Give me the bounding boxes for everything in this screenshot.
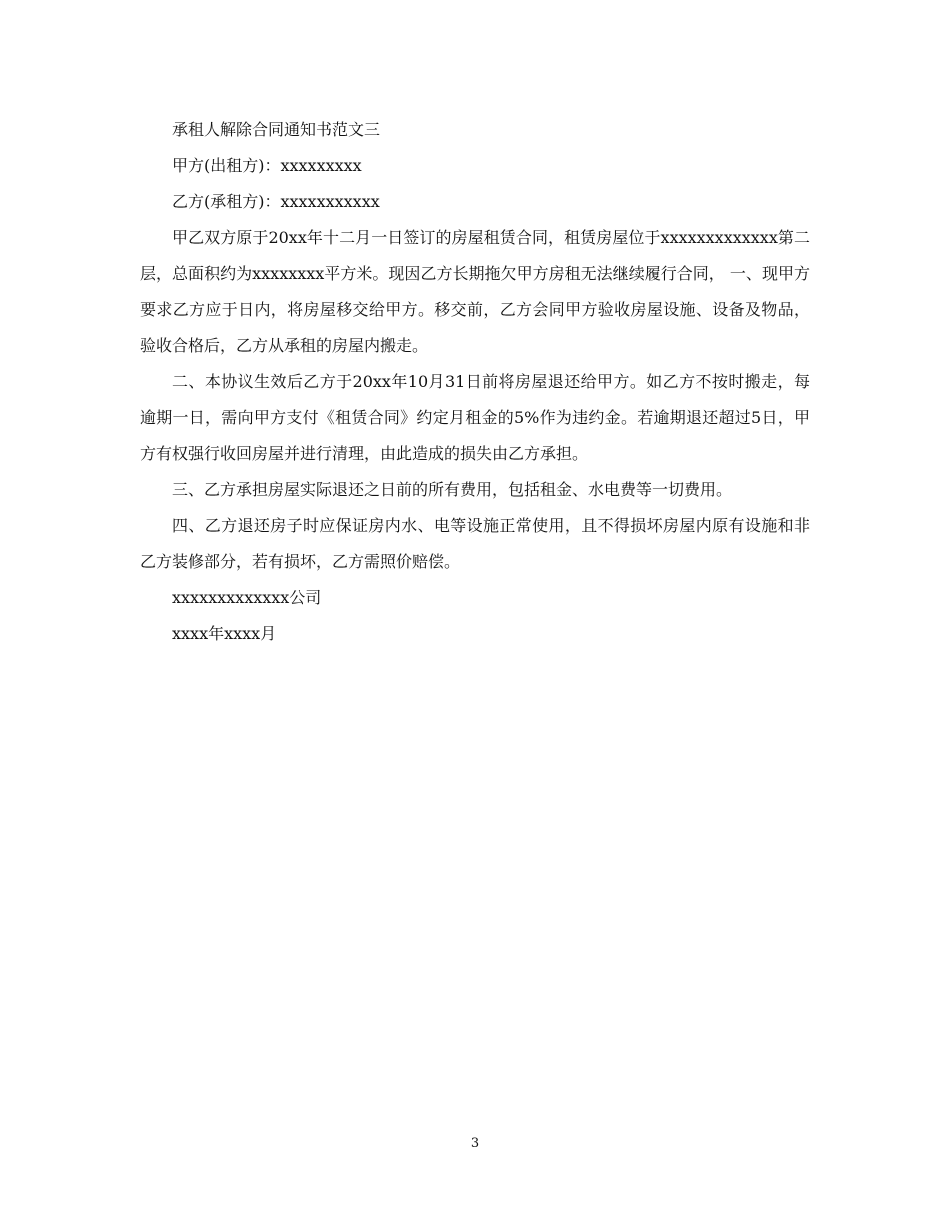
party-b-line: 乙方(承租方)：xxxxxxxxxxx — [172, 192, 380, 211]
document-title: 承租人解除合同通知书范文三 — [172, 120, 381, 139]
paragraph-clause-3: 三、乙方承担房屋实际退还之日前的所有费用，包括租金、水电费等一切费用。 — [172, 480, 733, 499]
paragraph-clause-4: 四、乙方退还房子时应保证房内水、电等设施正常使用，且不得损坏房屋内原有设施和非乙方装修部分，若有损坏，乙方需照价赔偿。 — [140, 516, 810, 571]
document-body — [140, 112, 810, 652]
signature-date: xxxx年xxxx月 — [172, 624, 277, 643]
paragraph-clause-2: 二、本协议生效后乙方于20xx年10月31日前将房屋退还给甲方。如乙方不按时搬走，每逾期一日，需向甲方支付《租赁合同》约定月租金的5%作为违约金。若逾期退还超过5日，甲方有权强行收回房屋并进行清理，由此造成的损失由乙方承担。 — [140, 372, 810, 463]
signature-company: xxxxxxxxxxxxx公司 — [172, 588, 322, 607]
paragraph-intro: 甲乙双方原于20xx年十二月一日签订的房屋租赁合同，租赁房屋位于xxxxxxxxxxxxx第二层，总面积约为xxxxxxxx平方米。现因乙方长期拖欠甲方房租无法继续履行合同， 一、现甲方要求乙方应于日内，将房屋移交给甲方。移交前，乙方会同甲方验收房屋设施、设备及物品，验收合格后，乙方从承租的房屋内搬走。 — [140, 228, 810, 355]
page-number: 3 — [470, 1136, 480, 1151]
party-a-line: 甲方(出租方)：xxxxxxxxx — [172, 156, 362, 175]
